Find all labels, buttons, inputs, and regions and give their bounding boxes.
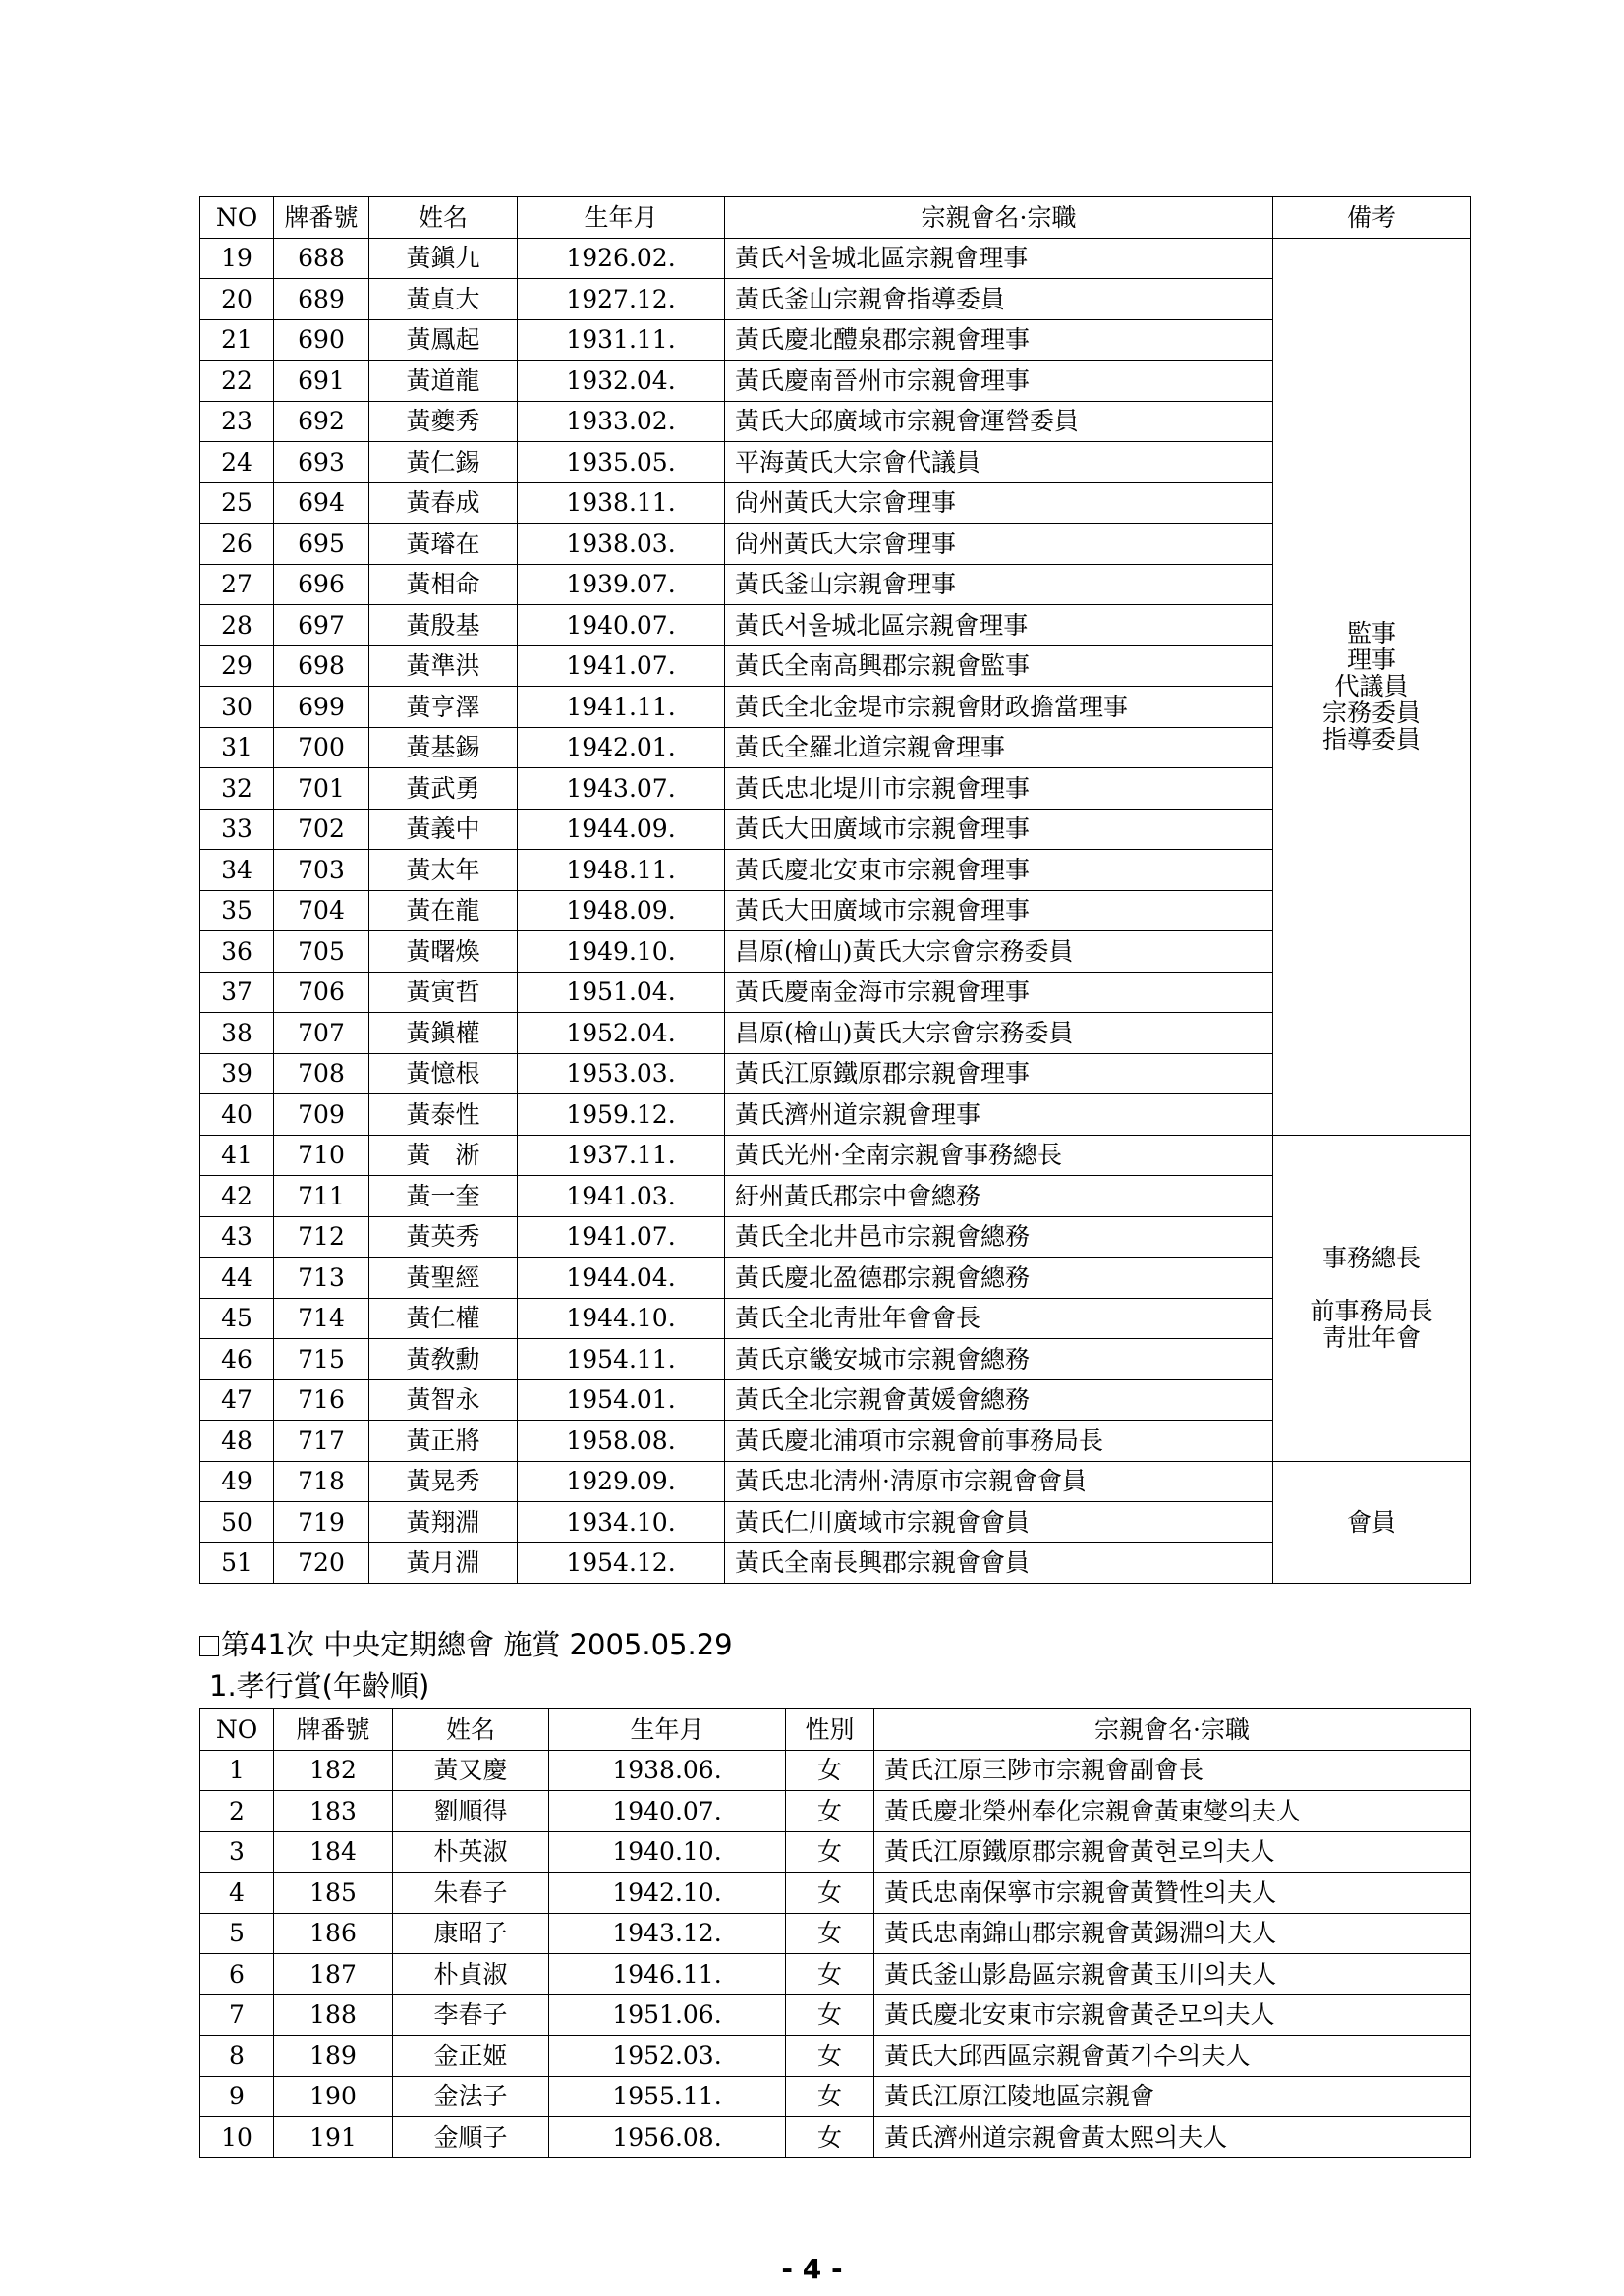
cell-no: 50	[200, 1502, 274, 1543]
header-plaque-number: 牌番號	[274, 197, 369, 239]
header-no: NO	[200, 1709, 274, 1751]
cell-no: 44	[200, 1258, 274, 1299]
cell-birth-date: 1941.07.	[518, 1216, 725, 1258]
cell-plaque-number: 701	[274, 768, 369, 810]
cell-no: 28	[200, 605, 274, 646]
cell-clan-post: 黃氏全羅北道宗親會理事	[725, 727, 1273, 768]
remark-line	[1273, 1271, 1470, 1298]
header-name: 姓名	[369, 197, 518, 239]
cell-birth-date: 1952.04.	[518, 1013, 725, 1054]
table-row	[200, 1994, 1471, 2036]
cell-no: 1	[200, 1750, 274, 1791]
cell-no: 19	[200, 238, 274, 279]
cell-no: 22	[200, 361, 274, 402]
table-row	[200, 1791, 1471, 1832]
cell-birth-date: 1952.03.	[549, 2036, 786, 2077]
cell-clan-post: 黃氏濟州道宗親會黃太熙의夫人	[874, 2117, 1471, 2158]
remarks-cell	[1273, 238, 1471, 1135]
cell-no: 42	[200, 1176, 274, 1217]
cell-name: 黃曙煥	[369, 931, 518, 973]
cell-no: 31	[200, 727, 274, 768]
remarks-cell	[1273, 1135, 1471, 1461]
cell-plaque-number: 690	[274, 319, 369, 361]
cell-clan-post: 黃氏慶南金海市宗親會理事	[725, 972, 1273, 1013]
cell-no: 27	[200, 564, 274, 605]
cell-clan-post: 黃氏大田廣域市宗親會理事	[725, 809, 1273, 850]
cell-clan-post: 黃氏忠北堤川市宗親會理事	[725, 768, 1273, 810]
cell-plaque-number: 191	[274, 2117, 393, 2158]
cell-plaque-number: 189	[274, 2036, 393, 2077]
page-number: - 4 -	[781, 2253, 843, 2285]
cell-clan-post: 黃氏江原鐵原郡宗親會黃현로의夫人	[874, 1831, 1471, 1873]
cell-name: 黃翔淵	[369, 1502, 518, 1543]
cell-birth-date: 1949.10.	[518, 931, 725, 973]
cell-plaque-number: 698	[274, 645, 369, 687]
cell-name: 黃義中	[369, 809, 518, 850]
cell-plaque-number: 702	[274, 809, 369, 850]
cell-clan-post: 黃氏서울城北區宗親會理事	[725, 605, 1273, 646]
cell-plaque-number: 707	[274, 1013, 369, 1054]
cell-clan-post: 黃氏慶北安東市宗親會黃준모의夫人	[874, 1994, 1471, 2036]
cell-name: 黃月淵	[369, 1542, 518, 1584]
cell-plaque-number: 688	[274, 238, 369, 279]
cell-clan-post: 黃氏慶南晉州市宗親會理事	[725, 361, 1273, 402]
cell-no: 7	[200, 1994, 274, 2036]
cell-name: 朴貞淑	[393, 1954, 549, 1995]
cell-birth-date: 1942.10.	[549, 1873, 786, 1914]
cell-plaque-number: 186	[274, 1913, 393, 1954]
cell-plaque-number: 718	[274, 1461, 369, 1502]
cell-plaque-number: 711	[274, 1176, 369, 1217]
cell-name: 黃英秀	[369, 1216, 518, 1258]
cell-clan-post: 尙州黃氏大宗會理事	[725, 482, 1273, 524]
cell-birth-date: 1938.11.	[518, 482, 725, 524]
cell-plaque-number: 694	[274, 482, 369, 524]
checkbox-icon	[199, 1636, 219, 1656]
cell-name: 黃在龍	[369, 890, 518, 931]
cell-clan-post: 黃氏濟州道宗親會理事	[725, 1094, 1273, 1136]
cell-birth-date: 1943.12.	[549, 1913, 786, 1954]
cell-plaque-number: 700	[274, 727, 369, 768]
cell-clan-post: 尙州黃氏大宗會理事	[725, 524, 1273, 565]
cell-plaque-number: 715	[274, 1339, 369, 1380]
cell-name: 金順子	[393, 2117, 549, 2158]
cell-clan-post: 黃氏忠南錦山郡宗親會黃錫淵의夫人	[874, 1913, 1471, 1954]
cell-clan-post: 黃氏慶北盈德郡宗親會總務	[725, 1258, 1273, 1299]
cell-name: 黃鎭九	[369, 238, 518, 279]
cell-clan-post: 黃氏釜山宗親會指導委員	[725, 279, 1273, 320]
cell-clan-post: 黃氏江原鐵原郡宗親會理事	[725, 1053, 1273, 1094]
cell-gender: 女	[786, 1831, 874, 1873]
cell-no: 30	[200, 687, 274, 728]
cell-name: 黃夔秀	[369, 401, 518, 442]
cell-clan-post: 黃氏仁川廣域市宗親會會員	[725, 1502, 1273, 1543]
cell-birth-date: 1939.07.	[518, 564, 725, 605]
cell-clan-post: 黃氏大邱西區宗親會黃기수의夫人	[874, 2036, 1471, 2077]
cell-no: 20	[200, 279, 274, 320]
cell-gender: 女	[786, 1750, 874, 1791]
cell-plaque-number: 720	[274, 1542, 369, 1584]
cell-no: 49	[200, 1461, 274, 1502]
cell-name: 黃晃秀	[369, 1461, 518, 1502]
cell-name: 李春子	[393, 1994, 549, 2036]
cell-no: 46	[200, 1339, 274, 1380]
cell-birth-date: 1926.02.	[518, 238, 725, 279]
cell-name: 康昭子	[393, 1913, 549, 1954]
cell-name: 朴英淑	[393, 1831, 549, 1873]
cell-birth-date: 1937.11.	[518, 1135, 725, 1176]
cell-plaque-number: 708	[274, 1053, 369, 1094]
header-name: 姓名	[393, 1709, 549, 1751]
cell-no: 39	[200, 1053, 274, 1094]
cell-name: 黃道龍	[369, 361, 518, 402]
cell-gender: 女	[786, 2117, 874, 2158]
cell-birth-date: 1943.07.	[518, 768, 725, 810]
cell-name: 黃仁權	[369, 1298, 518, 1339]
cell-name: 劉順得	[393, 1791, 549, 1832]
cell-gender: 女	[786, 2076, 874, 2117]
cell-clan-post: 黃氏慶北榮州奉化宗親會黃東燮의夫人	[874, 1791, 1471, 1832]
cell-no: 47	[200, 1379, 274, 1421]
cell-no: 21	[200, 319, 274, 361]
cell-no: 2	[200, 1791, 274, 1832]
cell-no: 23	[200, 401, 274, 442]
table-row	[200, 1954, 1471, 1995]
cell-clan-post: 紆州黃氏郡宗中會總務	[725, 1176, 1273, 1217]
cell-gender: 女	[786, 1873, 874, 1914]
remark-line: 前事務局長	[1310, 1297, 1433, 1325]
cell-plaque-number: 703	[274, 850, 369, 891]
cell-name: 黃智永	[369, 1379, 518, 1421]
cell-name: 黃泰性	[369, 1094, 518, 1136]
header-remarks: 備考	[1273, 197, 1471, 239]
cell-clan-post: 黃氏全南長興郡宗親會會員	[725, 1542, 1273, 1584]
cell-no: 41	[200, 1135, 274, 1176]
cell-plaque-number: 692	[274, 401, 369, 442]
cell-birth-date: 1955.11.	[549, 2076, 786, 2117]
cell-birth-date: 1927.12.	[518, 279, 725, 320]
cell-gender: 女	[786, 1994, 874, 2036]
cell-birth-date: 1934.10.	[518, 1502, 725, 1543]
cell-birth-date: 1940.10.	[549, 1831, 786, 1873]
cell-plaque-number: 697	[274, 605, 369, 646]
cell-no: 48	[200, 1421, 274, 1462]
cell-no: 38	[200, 1013, 274, 1054]
cell-birth-date: 1938.06.	[549, 1750, 786, 1791]
cell-no: 51	[200, 1542, 274, 1584]
cell-no: 25	[200, 482, 274, 524]
cell-birth-date: 1944.09.	[518, 809, 725, 850]
cell-clan-post: 黃氏慶北醴泉郡宗親會理事	[725, 319, 1273, 361]
remark-line: 會員	[1346, 1507, 1396, 1537]
header-birth-date: 生年月	[549, 1709, 786, 1751]
cell-birth-date: 1954.12.	[518, 1542, 725, 1584]
cell-no: 10	[200, 2117, 274, 2158]
cell-no: 34	[200, 850, 274, 891]
cell-clan-post: 黃氏忠南保寧市宗親會黃贊性의夫人	[874, 1873, 1471, 1914]
cell-plaque-number: 704	[274, 890, 369, 931]
cell-clan-post: 黃氏慶北浦項市宗親會前事務局長	[725, 1421, 1273, 1462]
cell-no: 35	[200, 890, 274, 931]
cell-birth-date: 1942.01.	[518, 727, 725, 768]
cell-birth-date: 1935.05.	[518, 442, 725, 483]
cell-clan-post: 黃氏全南高興郡宗親會監事	[725, 645, 1273, 687]
cell-clan-post: 黃氏釜山宗親會理事	[725, 564, 1273, 605]
cell-plaque-number: 188	[274, 1994, 393, 2036]
cell-gender: 女	[786, 1954, 874, 1995]
header-gender: 性別	[786, 1709, 874, 1751]
cell-name: 朱春子	[393, 1873, 549, 1914]
cell-clan-post: 黃氏京畿安城市宗親會總務	[725, 1339, 1273, 1380]
cell-clan-post: 黃氏全北宗親會黃媛會總務	[725, 1379, 1273, 1421]
table-row	[200, 1750, 1471, 1791]
cell-clan-post: 黃氏江原三陟市宗親會副會長	[874, 1750, 1471, 1791]
cell-name: 黃敎勳	[369, 1339, 518, 1380]
table-row	[200, 1873, 1471, 1914]
cell-clan-post: 黃氏慶北安東市宗親會理事	[725, 850, 1273, 891]
cell-name: 黃璿在	[369, 524, 518, 565]
table-row	[200, 2076, 1471, 2117]
cell-plaque-number: 706	[274, 972, 369, 1013]
cell-no: 8	[200, 2036, 274, 2077]
cell-clan-post: 黃氏全北井邑市宗親會總務	[725, 1216, 1273, 1258]
cell-no: 43	[200, 1216, 274, 1258]
header-clan-post: 宗親會名·宗職	[874, 1709, 1471, 1751]
cell-gender: 女	[786, 1913, 874, 1954]
cell-birth-date: 1940.07.	[549, 1791, 786, 1832]
cell-birth-date: 1953.03.	[518, 1053, 725, 1094]
cell-no: 26	[200, 524, 274, 565]
cell-birth-date: 1940.07.	[518, 605, 725, 646]
cell-birth-date: 1941.07.	[518, 645, 725, 687]
cell-birth-date: 1959.12.	[518, 1094, 725, 1136]
award-table-2	[199, 1708, 1471, 2158]
table-row	[200, 238, 1471, 279]
cell-no: 24	[200, 442, 274, 483]
cell-no: 6	[200, 1954, 274, 1995]
header-birth-date: 生年月	[518, 197, 725, 239]
cell-birth-date: 1954.11.	[518, 1339, 725, 1380]
cell-name: 黃憶根	[369, 1053, 518, 1094]
cell-plaque-number: 696	[274, 564, 369, 605]
subsection-title: 1.孝行賞(年齡順)	[209, 1669, 430, 1703]
cell-name: 黃準洪	[369, 645, 518, 687]
cell-birth-date: 1944.10.	[518, 1298, 725, 1339]
cell-no: 32	[200, 768, 274, 810]
table-row	[200, 1135, 1471, 1176]
cell-name: 黃又慶	[393, 1750, 549, 1791]
cell-plaque-number: 693	[274, 442, 369, 483]
cell-birth-date: 1941.11.	[518, 687, 725, 728]
cell-clan-post: 黃氏全北靑壯年會會長	[725, 1298, 1273, 1339]
remark-line: 代議員	[1334, 672, 1409, 700]
cell-plaque-number: 710	[274, 1135, 369, 1176]
table-header-row	[200, 1709, 1471, 1751]
cell-clan-post: 黃氏忠北淸州·淸原市宗親會會員	[725, 1461, 1273, 1502]
cell-gender: 女	[786, 1791, 874, 1832]
remark-line: 監事	[1346, 619, 1396, 647]
cell-name: 金正姬	[393, 2036, 549, 2077]
cell-no: 45	[200, 1298, 274, 1339]
cell-birth-date: 1944.04.	[518, 1258, 725, 1299]
cell-clan-post: 黃氏大邱廣域市宗親會運營委員	[725, 401, 1273, 442]
cell-birth-date: 1929.09.	[518, 1461, 725, 1502]
cell-name: 金法子	[393, 2076, 549, 2117]
cell-clan-post: 昌原(檜山)黃氏大宗會宗務委員	[725, 931, 1273, 973]
header-no: NO	[200, 197, 274, 239]
cell-birth-date: 1954.01.	[518, 1379, 725, 1421]
cell-birth-date: 1951.04.	[518, 972, 725, 1013]
cell-birth-date: 1948.09.	[518, 890, 725, 931]
cell-birth-date: 1948.11.	[518, 850, 725, 891]
cell-name: 黃鳳起	[369, 319, 518, 361]
cell-plaque-number: 184	[274, 1831, 393, 1873]
remark-line: 事務總長	[1321, 1244, 1421, 1272]
cell-plaque-number: 182	[274, 1750, 393, 1791]
table-row	[200, 1461, 1471, 1502]
cell-clan-post: 黃氏釜山影島區宗親會黃玉川의夫人	[874, 1954, 1471, 1995]
cell-no: 3	[200, 1831, 274, 1873]
header-clan-post: 宗親會名·宗職	[725, 197, 1273, 239]
cell-no: 5	[200, 1913, 274, 1954]
cell-birth-date: 1932.04.	[518, 361, 725, 402]
cell-birth-date: 1931.11.	[518, 319, 725, 361]
cell-name: 黃正將	[369, 1421, 518, 1462]
cell-plaque-number: 705	[274, 931, 369, 973]
cell-plaque-number: 695	[274, 524, 369, 565]
cell-birth-date: 1933.02.	[518, 401, 725, 442]
cell-name: 黃一奎	[369, 1176, 518, 1217]
cell-name: 黃基錫	[369, 727, 518, 768]
remark-line: 靑壯年會	[1321, 1323, 1421, 1352]
cell-name: 黃殷基	[369, 605, 518, 646]
cell-birth-date: 1958.08.	[518, 1421, 725, 1462]
cell-clan-post: 黃氏光州·全南宗親會事務總長	[725, 1135, 1273, 1176]
cell-clan-post: 黃氏大田廣域市宗親會理事	[725, 890, 1273, 931]
cell-name: 黃 淅	[369, 1135, 518, 1176]
cell-clan-post: 昌原(檜山)黃氏大宗會宗務委員	[725, 1013, 1273, 1054]
remark-line: 宗務委員	[1321, 699, 1421, 727]
cell-birth-date: 1956.08.	[549, 2117, 786, 2158]
remarks-cell	[1273, 1461, 1471, 1584]
cell-no: 29	[200, 645, 274, 687]
cell-name: 黃春成	[369, 482, 518, 524]
header-plaque-number: 牌番號	[274, 1709, 393, 1751]
cell-clan-post: 黃氏全北金堤市宗親會財政擔當理事	[725, 687, 1273, 728]
cell-name: 黃太年	[369, 850, 518, 891]
cell-no: 33	[200, 809, 274, 850]
table-header-row	[200, 197, 1471, 239]
cell-clan-post: 平海黃氏大宗會代議員	[725, 442, 1273, 483]
cell-plaque-number: 183	[274, 1791, 393, 1832]
cell-plaque-number: 716	[274, 1379, 369, 1421]
cell-plaque-number: 190	[274, 2076, 393, 2117]
cell-birth-date: 1941.03.	[518, 1176, 725, 1217]
cell-plaque-number: 187	[274, 1954, 393, 1995]
cell-plaque-number: 689	[274, 279, 369, 320]
cell-name: 黃寅哲	[369, 972, 518, 1013]
cell-plaque-number: 714	[274, 1298, 369, 1339]
cell-gender: 女	[786, 2036, 874, 2077]
table-row	[200, 1831, 1471, 1873]
cell-birth-date: 1946.11.	[549, 1954, 786, 1995]
cell-birth-date: 1951.06.	[549, 1994, 786, 2036]
section-title: 第41次 中央定期總會 施賞 2005.05.29	[199, 1623, 733, 1663]
cell-no: 9	[200, 2076, 274, 2117]
cell-name: 黃聖經	[369, 1258, 518, 1299]
cell-plaque-number: 717	[274, 1421, 369, 1462]
cell-name: 黃相命	[369, 564, 518, 605]
cell-plaque-number: 691	[274, 361, 369, 402]
cell-name: 黃武勇	[369, 768, 518, 810]
table-row	[200, 1913, 1471, 1954]
cell-name: 黃亨澤	[369, 687, 518, 728]
cell-name: 黃貞大	[369, 279, 518, 320]
cell-birth-date: 1938.03.	[518, 524, 725, 565]
cell-plaque-number: 699	[274, 687, 369, 728]
cell-plaque-number: 719	[274, 1502, 369, 1543]
remark-line: 指導委員	[1321, 725, 1421, 754]
cell-no: 40	[200, 1094, 274, 1136]
award-table-1	[199, 196, 1471, 1584]
remark-line: 理事	[1346, 645, 1396, 674]
table-row	[200, 2117, 1471, 2158]
cell-clan-post: 黃氏江原江陵地區宗親會	[874, 2076, 1471, 2117]
cell-clan-post: 黃氏서울城北區宗親會理事	[725, 238, 1273, 279]
cell-name: 黃鎭權	[369, 1013, 518, 1054]
cell-no: 4	[200, 1873, 274, 1914]
cell-plaque-number: 709	[274, 1094, 369, 1136]
cell-no: 37	[200, 972, 274, 1013]
cell-no: 36	[200, 931, 274, 973]
cell-plaque-number: 185	[274, 1873, 393, 1914]
cell-plaque-number: 713	[274, 1258, 369, 1299]
cell-plaque-number: 712	[274, 1216, 369, 1258]
cell-name: 黃仁錫	[369, 442, 518, 483]
table-row	[200, 2036, 1471, 2077]
